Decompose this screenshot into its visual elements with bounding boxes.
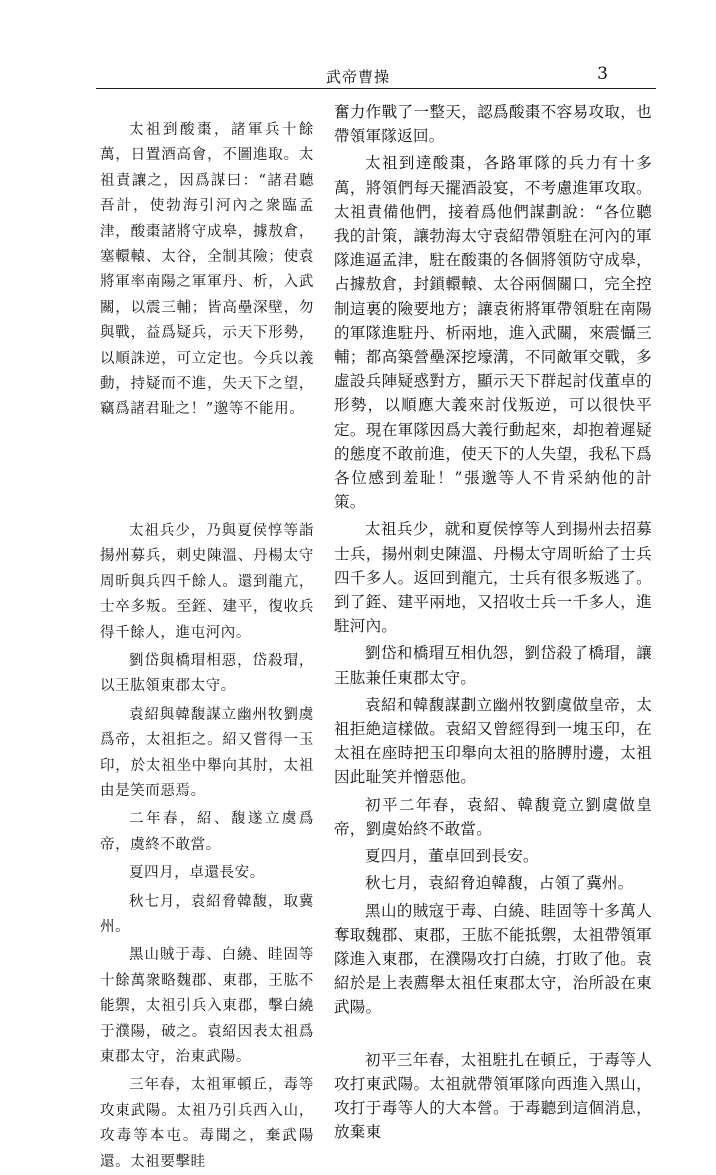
- header-rule: [96, 88, 656, 89]
- left-paragraph-5: 二年春，紹、馥遂立虞爲帝，虞終不敢當。: [100, 811, 314, 853]
- left-paragraph-1: 太祖到酸棗，諸軍兵十餘萬，日置酒高會，不圖進取。太祖責讓之，因爲謀曰：“諸君聽吾計，使勃海引河內之衆臨孟津，酸棗諸將守成皋，據敖倉，塞轘轅、太谷，全制其險；使袁將軍率南陽之軍軍丹、析，入武關，以震三輔；皆高壘深壁，勿與戰，益爲疑兵，示天下形勢，以順誅逆，可立定也。今兵以義動，持疑而不進，失天下之望，竊爲諸君耻之！”邈等不能用。: [100, 122, 314, 418]
- right-paragraph-7: 秋七月，袁紹脅迫韓馥，占領了冀州。: [365, 874, 634, 893]
- right-paragraph-9: 初平三年春，太祖駐扎在頓丘，于毒等人攻打東武陽。太祖就帶領軍隊向西進入黑山，攻打于毒等人的大本營。于毒聽到這個消息，放棄東: [334, 1050, 652, 1142]
- right-paragraph-1: 太祖到達酸棗，各路軍隊的兵力有十多萬，將領們每天擺酒設宴，不考慮進軍攻取。太祖責備他們，接着爲他們謀劃說：“各位聽我的計策，讓勃海太守袁紹帶領駐在河內的軍隊進逼孟津，駐在酸棗的各個將領防守成皋，占據敖倉，封鎖轘轅、太谷兩個關口，完全控制這裏的險要地方；讓袁術將軍帶領駐在南陽的軍隊進駐丹、析兩地，進入武關，來震懾三輔；都高築營壘深挖壕溝，不同敵軍交戰，多虛設兵陣疑惑對方，顯示天下群起討伐董卓的形勢，以順應大義來討伐叛逆，可以很快平定。現在軍隊因爲大義行動起來，却抱着遲疑的態度不敢前進，使天下的人失望，我私下爲各位感到羞耻！”張邈等人不肯采納他的計策。: [334, 154, 652, 512]
- right-paragraph-2: 太祖兵少，就和夏侯惇等人到揚州去招募士兵，揚州刺史陳溫、丹楊太守周昕給了士兵四千多人。返回到龍亢，士兵有很多叛逃了。到了銍、建平兩地，又招收士兵一千多人，進駐河內。: [334, 520, 652, 636]
- left-paragraph-3: 劉岱與橋瑁相惡，岱殺瑁，以王肱領東郡太守。: [100, 652, 314, 695]
- left-paragraph-6: 夏四月，卓還長安。: [129, 865, 265, 882]
- right-paragraph-4: 袁紹和韓馥謀劃立幽州牧劉虞做皇帝，太祖拒絶這樣做。袁紹又曾經得到一塊玉印，在太祖在座時把玉印舉向太祖的胳膊肘邊，太祖因此耻笑并憎惡他。: [334, 695, 652, 787]
- right-paragraph-8: 黑山的賊寇于毒、白繞、眭固等十多萬人奪取魏郡、東郡，王肱不能抵禦，太祖帶領軍隊進入東郡，在濮陽攻打白繞，打敗了他。袁紹於是上表薦舉太祖任東郡太守，治所設在東武陽。: [334, 901, 652, 1017]
- page-header: [0, 66, 716, 90]
- right-paragraph-5: 初平二年春，袁紹、韓馥竟立劉虞做皇帝，劉虞始終不敢當。: [334, 795, 652, 838]
- right-paragraph-6: 夏四月，董卓回到長安。: [365, 847, 539, 866]
- left-paragraph-4: 袁紹與韓馥謀立幽州牧劉虞爲帝，太祖拒之。紹又嘗得一玉印，於太祖坐中舉向其肘，太祖由是笑而惡焉。: [100, 706, 314, 799]
- running-title: 武帝曹操: [325, 68, 390, 86]
- left-paragraph-2: 太祖兵少，乃與夏侯惇等詣揚州募兵，刺史陳溫、丹楊太守周昕與兵四千餘人。還到龍亢，士卒多叛。至銍、建平，復收兵得千餘人，進屯河內。: [100, 522, 314, 641]
- page-number: 3: [597, 64, 608, 84]
- left-paragraph-8: 黑山賊于毒、白繞、眭固等十餘萬衆略魏郡、東郡，王肱不能禦，太祖引兵入東郡，擊白繞于濮陽，破之。袁紹因表太祖爲東郡太守，治東武陽。: [100, 947, 314, 1065]
- right-paragraph-0: 奮力作戰了一整天，認爲酸棗不容易攻取，也帶領軍隊返回。: [334, 103, 652, 146]
- translation-column: [334, 100, 652, 1144]
- right-paragraph-3: 劉岱和橋瑁互相仇怨，劉岱殺了橋瑁，讓王肱兼任東郡太守。: [334, 644, 652, 687]
- left-paragraph-9: 三年春，太祖軍頓丘，毒等攻東武陽。太祖乃引兵西入山，攻毒等本屯。毒聞之，棄武陽還。太祖要擊眭: [100, 1077, 314, 1170]
- classical-text-column: [100, 118, 314, 1175]
- left-paragraph-7: 秋七月，袁紹脅韓馥，取冀州。: [100, 893, 314, 935]
